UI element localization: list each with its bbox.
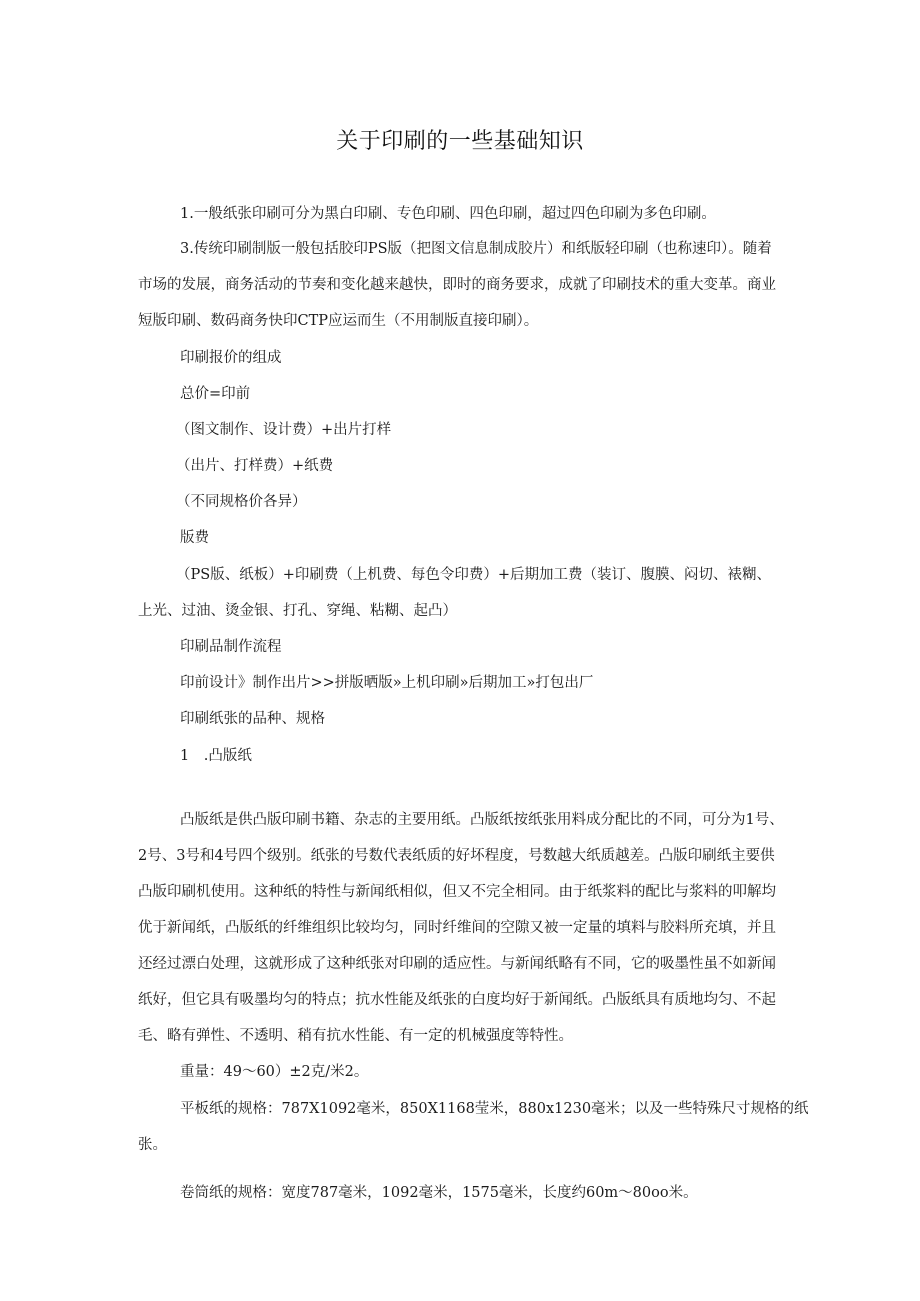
paragraph-line: 张。 bbox=[138, 1137, 167, 1153]
paragraph-line: 总价=印前 bbox=[180, 386, 251, 402]
paragraph-line: 印前设计》制作出片>>拼版晒版»上机印刷»后期加工»打包出厂 bbox=[180, 675, 594, 691]
paragraph-line: 版费 bbox=[180, 530, 209, 546]
paragraph-line: 平板纸的规格：787X1092毫米，850X1168莹米，880x1230毫米；以及一些特殊尺寸规格的纸 bbox=[180, 1101, 809, 1117]
paragraph-line: 毛、略有弹性、不透明、稍有抗水性能、有一定的机械强度等特性。 bbox=[138, 1028, 573, 1044]
paragraph-line: （PS版、纸板）+印刷费（上机费、每色令印费）+后期加工费（装订、腹膜、闷切、裱糊、 bbox=[176, 567, 771, 583]
paragraph-line: 市场的发展，商务活动的节奏和变化越来越快，即时的商务要求，成就了印刷技术的重大变革。商业 bbox=[138, 277, 776, 293]
paragraph-line: 3.传统印刷制版一般包括胶印PS版（把图文信息制成胶片）和纸版轻印刷（也称速印）。随着 bbox=[180, 241, 772, 257]
paragraph-line: 2号、3号和4号四个级别。纸张的号数代表纸质的好坏程度，号数越大纸质越差。凸版印刷纸主要供 bbox=[138, 848, 775, 864]
paragraph-line: 凸版纸是供凸版印刷书籍、杂志的主要用纸。凸版纸按纸张用料成分配比的不同，可分为1号、 bbox=[180, 812, 784, 828]
paragraph-line: 优于新闻纸，凸版纸的纤维组织比较均匀，同时纤维间的空隙又被一定量的填料与胶料所充填，并且 bbox=[138, 920, 776, 936]
paragraph-line: 还经过漂白处理，这就形成了这种纸张对印刷的适应性。与新闻纸略有不同，它的吸墨性虽不如新闻 bbox=[138, 956, 776, 972]
paragraph-line: 卷筒纸的规格：宽度787毫米，1092毫米，1575毫米，长度约60m～80oo米。 bbox=[180, 1185, 698, 1201]
paragraph-line: 上光、过油、烫金银、打孔、穿绳、粘糊、起凸） bbox=[138, 603, 457, 619]
paragraph-line: 纸好，但它具有吸墨均匀的特点；抗水性能及纸张的白度均好于新闻纸。凸版纸具有质地均匀、不起 bbox=[138, 992, 776, 1008]
subsection-heading: 1 .凸版纸 bbox=[180, 748, 252, 764]
paragraph-line: 短版印刷、数码商务快印CTP应运而生（不用制版直接印刷）。 bbox=[138, 313, 539, 329]
paragraph-line: 重量：49～60）±2克/米2。 bbox=[180, 1064, 369, 1080]
page-title: 关于印刷的一些基础知识 bbox=[336, 129, 584, 154]
paragraph-line: （不同规格价各异） bbox=[176, 494, 307, 510]
section-heading: 印刷品制作流程 bbox=[180, 639, 282, 655]
section-heading: 印刷纸张的品种、规格 bbox=[180, 711, 325, 727]
section-heading: 印刷报价的组成 bbox=[180, 350, 282, 366]
paragraph-line: （出片、打样费）+纸费 bbox=[176, 458, 334, 474]
paragraph-line: （图文制作、设计费）+出片打样 bbox=[176, 422, 392, 438]
paragraph-line: 1.一般纸张印刷可分为黑白印刷、专色印刷、四色印刷，超过四色印刷为多色印刷。 bbox=[180, 206, 716, 222]
paragraph-line: 凸版印刷机使用。这种纸的特性与新闻纸相似，但又不完全相同。由于纸浆料的配比与浆料的叩解均 bbox=[138, 884, 776, 900]
